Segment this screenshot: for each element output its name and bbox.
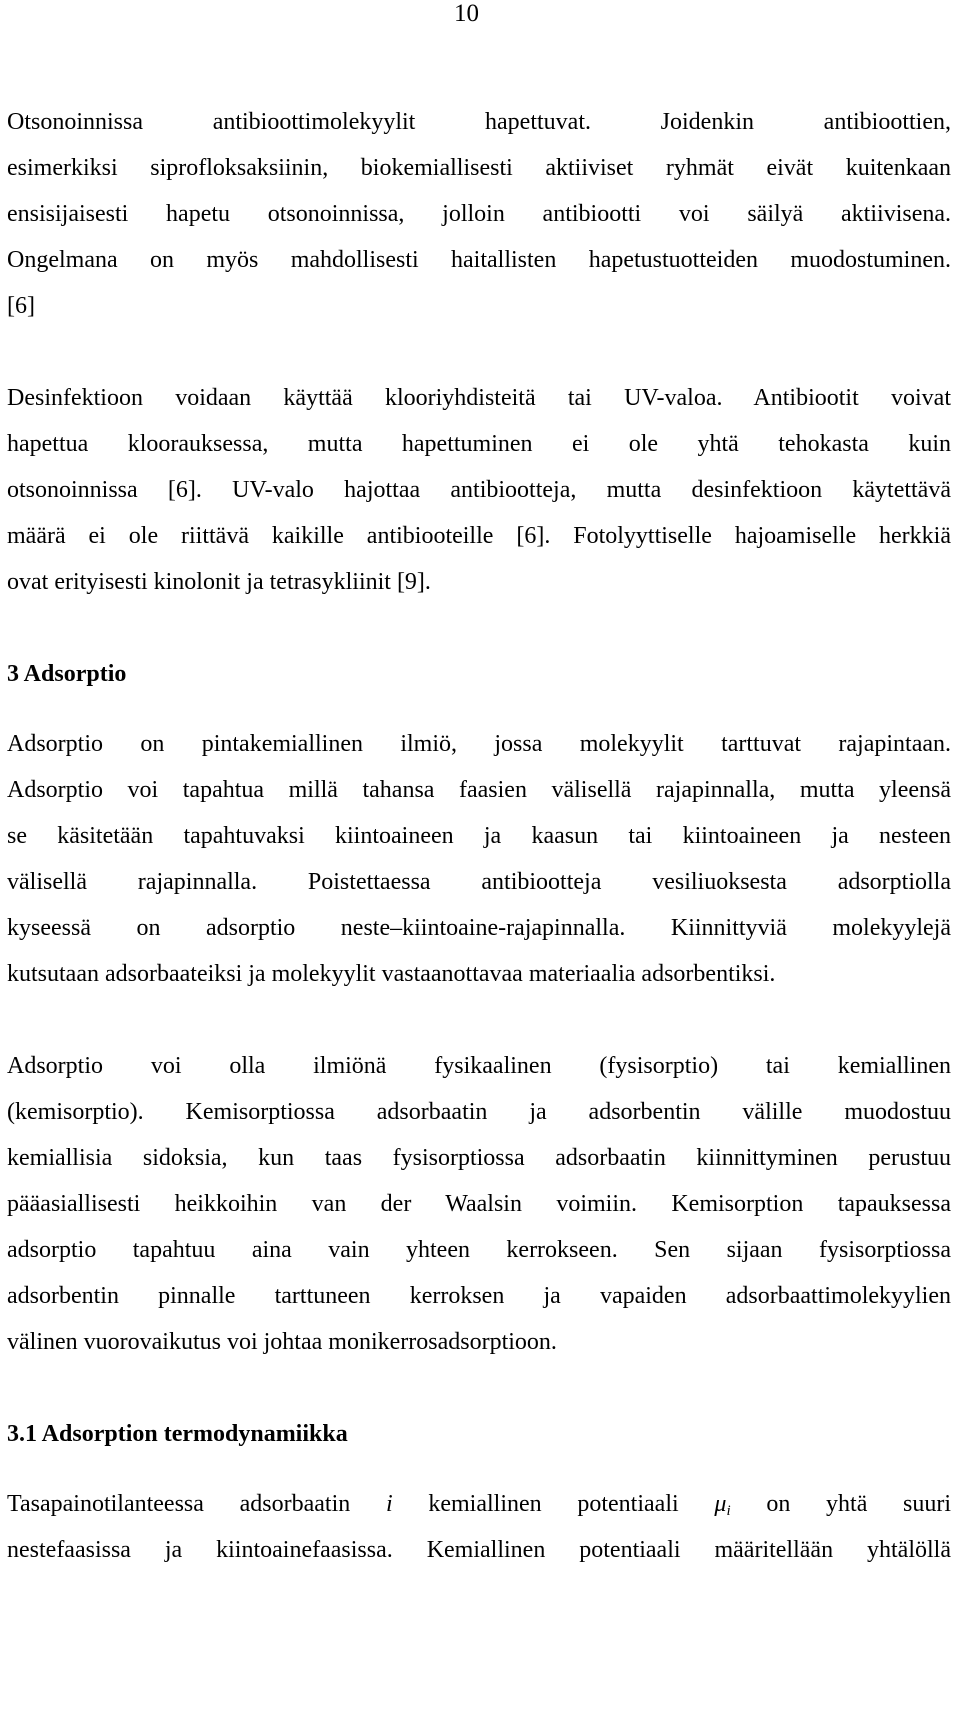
- text-line: adsorbentin pinnalle tarttuneen kerroksen ja vapaiden adsorbaattimolekyylien: [7, 1283, 951, 1309]
- paragraph-chemical-potential: [7, 1481, 951, 1573]
- text-line: Adsorptio voi tapahtua millä tahansa faasien välisellä rajapinnalla, mutta yleensä: [7, 777, 951, 803]
- text-line: määrä ei ole riittävä kaikille antibiooteille [6]. Fotolyyttiselle hajoamiselle herkkiä: [7, 523, 951, 549]
- mu-symbol: μ: [714, 1491, 727, 1517]
- text-line: hapettua kloorauksessa, mutta hapettuminen ei ole yhtä tehokasta kuin: [7, 431, 951, 457]
- text-line: otsonoinnissa [6]. UV-valo hajottaa antibiootteja, mutta desinfektioon käytettävä: [7, 477, 951, 503]
- variable-mu: [714, 1491, 730, 1517]
- variable-i: i: [385, 1491, 393, 1517]
- text-line: ensisijaisesti hapetu otsonoinnissa, jolloin antibiootti voi säilyä aktiivisena.: [7, 201, 951, 227]
- text-line: [7, 1481, 951, 1527]
- text-line: ovat erityisesti kinolonit ja tetrasykliinit [9].: [7, 569, 431, 595]
- page-number: 10: [454, 0, 479, 27]
- text-line: esimerkiksi siprofloksaksiinin, biokemiallisesti aktiiviset ryhmät eivät kuitenkaan: [7, 155, 951, 181]
- paragraph-ozonation: [7, 99, 951, 329]
- text-line: Desinfektioon voidaan käyttää klooriyhdisteitä tai UV-valoa. Antibiootit voivat: [7, 385, 951, 411]
- paragraph-physisorption-chemisorption: [7, 1043, 951, 1365]
- section-heading-thermodynamics: 3.1 Adsorption termodynamiikka: [7, 1421, 348, 1447]
- text-line: (kemisorptio). Kemisorptiossa adsorbaatin ja adsorbentin välille muodostuu: [7, 1099, 951, 1125]
- text-line: Ongelmana on myös mahdollisesti haitallisten hapetustuotteiden muodostuminen.: [7, 247, 951, 273]
- text-line: välisellä rajapinnalla. Poistettaessa antibiootteja vesiliuoksesta adsorptiolla: [7, 869, 951, 895]
- text-line: [6]: [7, 293, 35, 319]
- text-line: pääasiallisesti heikkoihin van der Waalsin voimiin. Kemisorption tapauksessa: [7, 1191, 951, 1217]
- text-line: Adsorptio voi olla ilmiönä fysikaalinen (fysisorptio) tai kemiallinen: [7, 1053, 951, 1079]
- text-line: Otsonoinnissa antibioottimolekyylit hapettuvat. Joidenkin antibioottien,: [7, 109, 951, 135]
- paragraph-adsorption-definition: [7, 721, 951, 997]
- section-heading-adsorptio: 3 Adsorptio: [7, 661, 127, 687]
- text-line: kemiallisia sidoksia, kun taas fysisorptiossa adsorbaatin kiinnittyminen perustuu: [7, 1145, 951, 1171]
- text-fragment: Tasapainotilanteessa adsorbaatin: [7, 1491, 351, 1517]
- mu-subscript: i: [726, 1503, 731, 1519]
- text-line: kutsutaan adsorbaateiksi ja molekyylit vastaanottavaa materiaalia adsorbentiksi.: [7, 961, 776, 987]
- text-line: Adsorptio on pintakemiallinen ilmiö, jossa molekyylit tarttuvat rajapintaan.: [7, 731, 951, 757]
- text-line: adsorptio tapahtuu aina vain yhteen kerrokseen. Sen sijaan fysisorptiossa: [7, 1237, 951, 1263]
- text-line: välinen vuorovaikutus voi johtaa monikerrosadsorptioon.: [7, 1329, 557, 1355]
- text-line: kyseessä on adsorptio neste–kiintoaine-rajapinnalla. Kiinnittyviä molekyylejä: [7, 915, 951, 941]
- text-fragment: on yhtä suuri: [766, 1491, 952, 1517]
- text-fragment: kemiallinen potentiaali: [428, 1491, 679, 1517]
- paragraph-disinfection: [7, 375, 951, 605]
- text-line: se käsitetään tapahtuvaksi kiintoaineen ja kaasun tai kiintoaineen ja nesteen: [7, 823, 951, 849]
- text-line: nestefaasissa ja kiintoainefaasissa. Kemiallinen potentiaali määritellään yhtälöllä: [7, 1537, 951, 1563]
- document-body: [7, 99, 951, 1573]
